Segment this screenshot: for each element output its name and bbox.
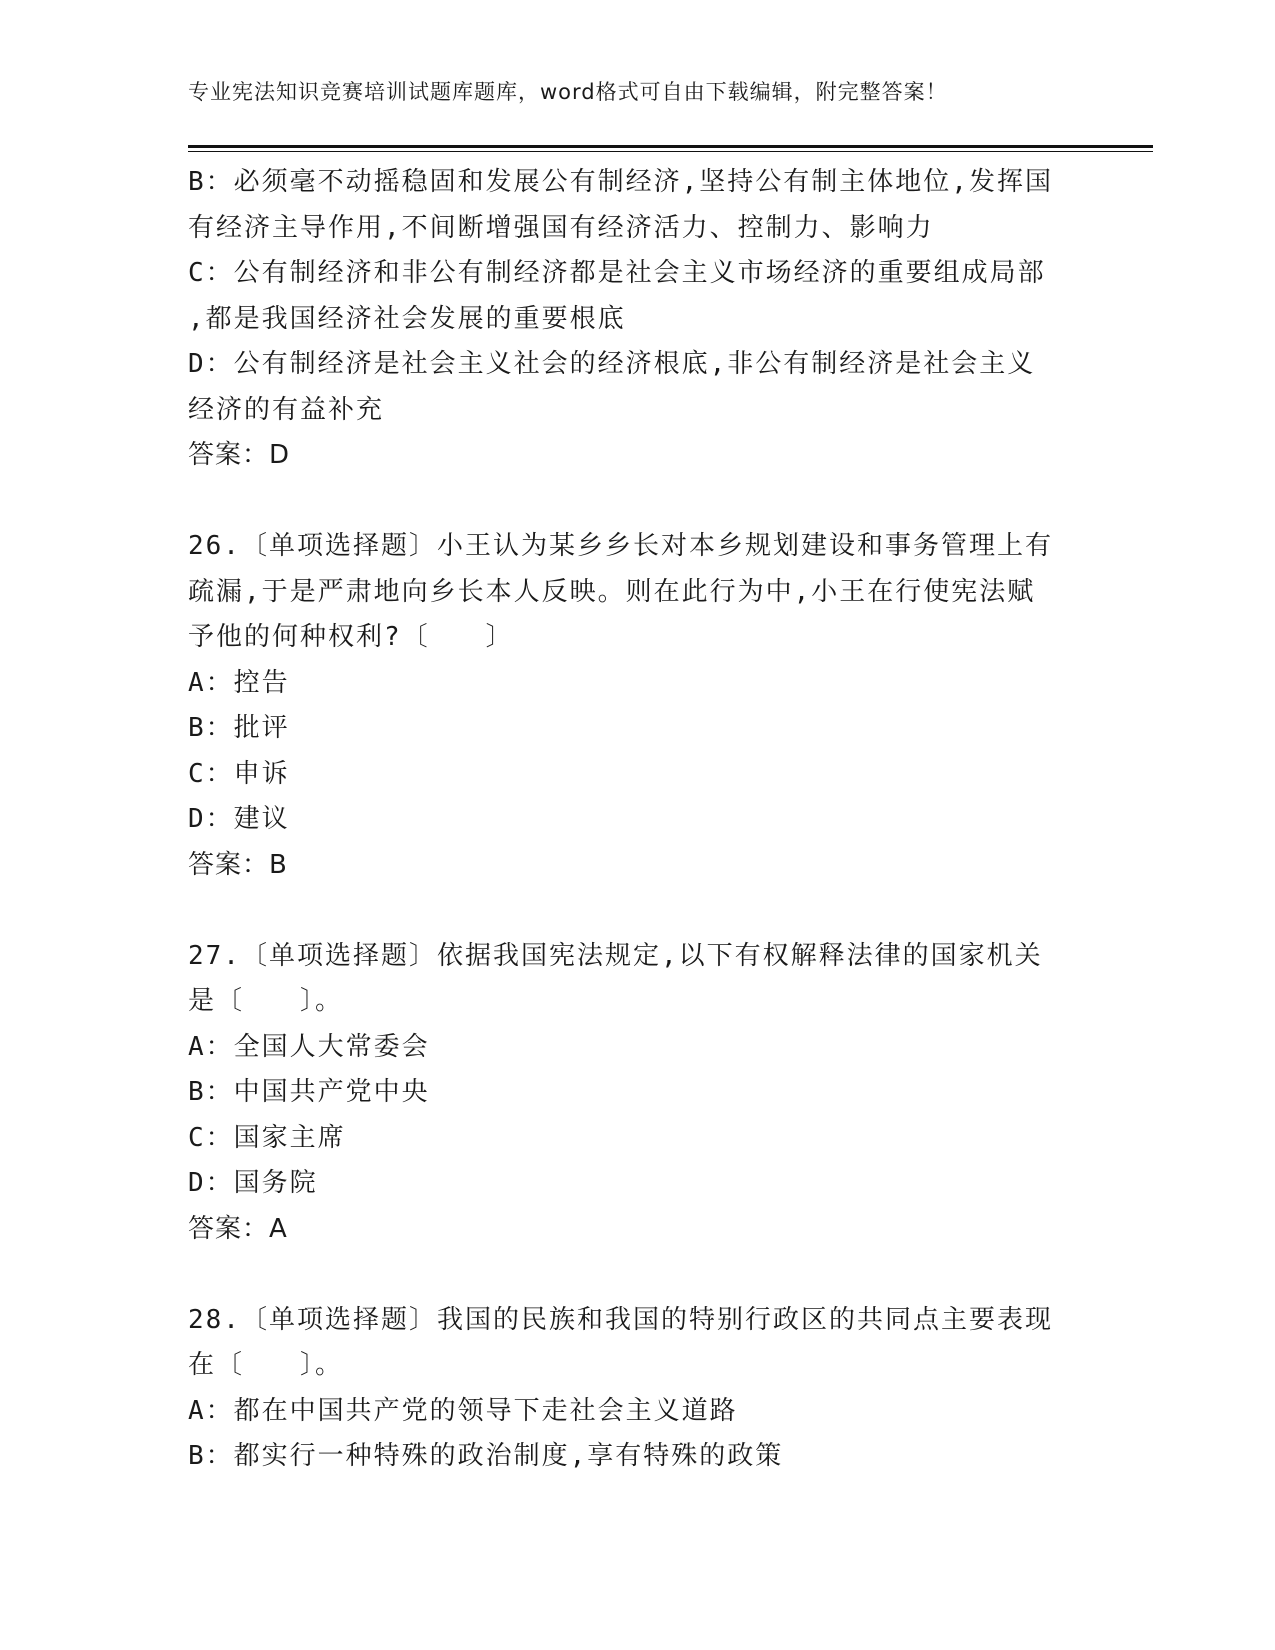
- option-text: B：必须毫不动摇稳固和发展公有制经济,坚持公有制主体地位,发挥国: [188, 167, 1053, 197]
- question-stem: 疏漏,于是严肃地向乡长本人反映。则在此行为中,小王在行使宪法赋: [188, 576, 1036, 607]
- option-a: A：控告: [188, 667, 290, 698]
- answer-line: 答案：B: [188, 849, 288, 880]
- option-c: C：申诉: [188, 758, 290, 789]
- question-stem: 27.〔单项选择题〕依据我国宪法规定,以下有权解释法律的国家机关: [188, 940, 1043, 971]
- spacer: [188, 479, 1088, 525]
- answer-line: 答案：D: [188, 440, 291, 470]
- header-rule-thin: [188, 151, 1153, 152]
- page-header: 专业宪法知识竞赛培训试题库题库，word格式可自由下载编辑，附完整答案！: [188, 80, 948, 104]
- question-stem: 予他的何种权利?〔 〕: [188, 622, 514, 652]
- option-text: C：公有制经济和非公有制经济都是社会主义市场经济的重要组成局部: [188, 258, 1046, 288]
- document-body: [188, 160, 1088, 1480]
- option-b: B：中国共产党中央: [188, 1077, 430, 1107]
- question-26: [188, 524, 1088, 888]
- option-text: 有经济主导作用,不间断增强国有经济活力、控制力、影响力: [188, 212, 934, 243]
- spacer: [188, 888, 1088, 934]
- answer-line: 答案：A: [188, 1213, 288, 1244]
- question-27: [188, 934, 1088, 1253]
- question-stem: 在〔 〕。: [188, 1350, 344, 1380]
- question-stem: 是〔 〕。: [188, 986, 344, 1016]
- question-28: [188, 1298, 1088, 1480]
- option-a: A：全国人大常委会: [188, 1031, 430, 1062]
- continued-question: [188, 160, 1088, 479]
- option-d: D：国务院: [188, 1168, 318, 1198]
- option-text: 经济的有益补充: [188, 394, 385, 425]
- option-b: B：批评: [188, 713, 290, 743]
- option-a: A：都在中国共产党的领导下走社会主义道路: [188, 1395, 738, 1426]
- option-c: C：国家主席: [188, 1122, 346, 1153]
- option-b: B：都实行一种特殊的政治制度,享有特殊的政策: [188, 1441, 784, 1471]
- question-stem: 26.〔单项选择题〕小王认为某乡乡长对本乡规划建设和事务管理上有: [188, 531, 1053, 561]
- header-rule-thick: [188, 145, 1153, 148]
- option-text: ,都是我国经济社会发展的重要根底: [188, 303, 626, 334]
- option-d: D：建议: [188, 804, 290, 834]
- option-text: D：公有制经济是社会主义社会的经济根底,非公有制经济是社会主义: [188, 349, 1036, 379]
- spacer: [188, 1252, 1088, 1298]
- question-stem: 28.〔单项选择题〕我国的民族和我国的特别行政区的共同点主要表现: [188, 1304, 1053, 1335]
